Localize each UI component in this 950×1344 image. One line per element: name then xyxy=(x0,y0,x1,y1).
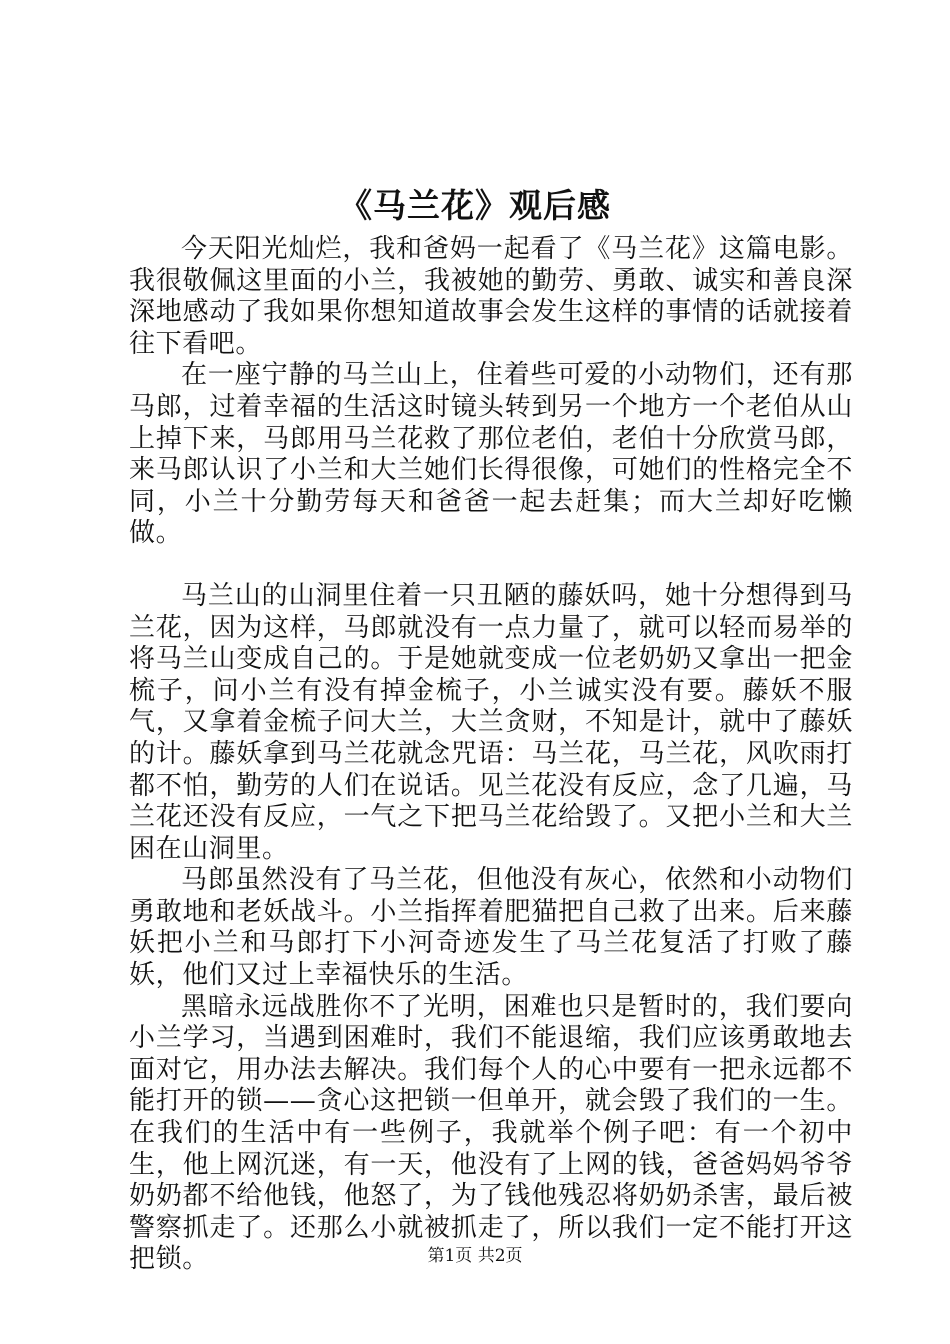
paragraph-reflection: 黑暗永远战胜你不了光明，困难也只是暂时的，我们要向小兰学习，当遇到困难时，我们不能退缩，我们应该勇敢地去面对它，用办法去解决。我们每个人的心中要有一把永远都不能打开的锁——贪心这把锁一但单开，就会毁了我们的一生。在我们的生活中有一些例子，我就举个例子吧：有一个初中生，他上网沉迷，有一天，他没有了上网的钱，爸爸妈妈爷爷奶奶都不给他钱，他怒了，为了钱他残忍将奶奶杀害，最后被警察抓走了。还那么小就被抓走了，所以我们一定不能打开这把锁。 xyxy=(129,991,853,1275)
paragraph-intro: 今天阳光灿烂，我和爸妈一起看了《马兰花》这篇电影。我很敬佩这里面的小兰，我被她的勤劳、勇敢、诚实和善良深深地感动了我如果你想知道故事会发生这样的事情的话就接着往下看吧。 xyxy=(129,234,853,359)
page-title: 《马兰花》观后感 xyxy=(339,186,611,225)
paragraph-vine-demon: 马兰山的山洞里住着一只丑陋的藤妖吗，她十分想得到马兰花，因为这样，马郎就没有一点力量了，就可以轻而易举的将马兰山变成自己的。于是她就变成一位老奶奶又拿出一把金梳子，问小兰有没有掉金梳子，小兰诚实没有要。藤妖不服气，又拿着金梳子问大兰，大兰贪财，不知是计，就中了藤妖的计。藤妖拿到马兰花就念咒语：马兰花，马兰花，风吹雨打都不怕，勤劳的人们在说话。见兰花没有反应，念了几遍，马兰花还没有反应，一气之下把马兰花给毁了。又把小兰和大兰困在山洞里。 xyxy=(129,580,853,864)
document-body xyxy=(129,234,853,1276)
paragraph-battle: 马郎虽然没有了马兰花，但他没有灰心，依然和小动物们勇敢地和老妖战斗。小兰指挥着肥猫把自己救了出来。后来藤妖把小兰和马郎打下小河奇迹发生了马兰花复活了打败了藤妖，他们又过上幸福快乐的生活。 xyxy=(129,865,853,991)
paragraph-story-setting: 在一座宁静的马兰山上，住着些可爱的小动物们，还有那马郎，过着幸福的生活这时镜头转到另一个地方一个老伯从山上掉下来，马郎用马兰花救了那位老伯，老伯十分欣赏马郎，来马郎认识了小兰和大兰她们长得很像，可她们的性格完全不同，小兰十分勤劳每天和爸爸一起去赶集；而大兰却好吃懒做。 xyxy=(129,360,853,549)
page-number-footer: 第1页 共2页 xyxy=(427,1246,523,1266)
